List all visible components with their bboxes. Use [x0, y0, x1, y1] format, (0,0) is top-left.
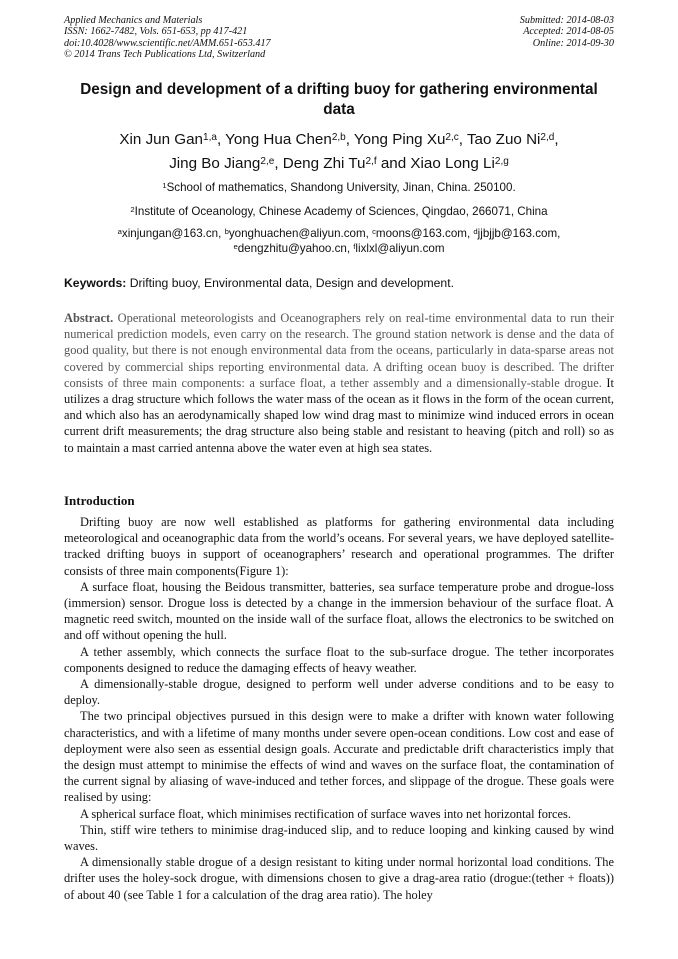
affiliation-2	[64, 205, 614, 218]
email-line-1: $^a$xinjungan@163.cn, $^b$yonghuachen@aliyun.com, $^c$moons@163.com, $^d$jjbjjb@163.com,	[117, 226, 561, 240]
keywords-label: Keywords:	[64, 276, 127, 290]
email-address: lixlxl@aliyun.com	[355, 242, 445, 255]
affiliation-sup: 1	[162, 180, 167, 190]
email-address: jjbjjb@163.com	[477, 227, 558, 240]
author-name: Tao Zuo Ni	[466, 131, 541, 148]
email-line-2: $^e$dengzhitu@yahoo.cn, $^f$lixlxl@aliyun.com	[233, 241, 445, 255]
author-sup: 2,g	[494, 155, 509, 167]
email-sup: a	[117, 226, 122, 236]
accepted-date: Accepted: 2014-08-05	[523, 26, 614, 38]
author-name: Yong Ping Xu	[353, 131, 446, 148]
section-heading-introduction: Introduction	[64, 493, 135, 508]
author-separator: ,	[274, 155, 283, 172]
author-name: Xin Jun Gan	[119, 131, 204, 148]
author-sup: 2,d	[540, 131, 555, 143]
journal-name: Applied Mechanics and Materials	[64, 15, 203, 26]
affiliation-text: Institute of Oceanology, Chinese Academy of Sciences, Qingdao, 266071, China	[134, 205, 548, 218]
email-sup: e	[233, 241, 238, 251]
keywords	[64, 276, 614, 290]
journal-copyright: © 2014 Trans Tech Publications Ltd, Switzerland	[64, 48, 266, 60]
affiliation-1	[64, 181, 614, 194]
email-sup: b	[224, 226, 229, 236]
paragraph: A dimensionally stable drogue of a design resistant to kiting under normal horizontal load conditions. The drifter uses the holey-sock drogue, with dimensions chosen to give a drag-area ratio (drogue:(tether + floats)) of about 40 (see Table 1 for a calculation of the drag area ratio). The holey	[64, 855, 614, 902]
online-date: Online: 2014-09-30	[532, 37, 614, 49]
introduction-body	[64, 514, 614, 903]
journal-doi: doi:10.4028/www.scientific.net/AMM.651-653.417	[64, 37, 271, 49]
email-address: dengzhitu@yahoo.cn	[237, 242, 347, 255]
author-separator: ,	[345, 131, 354, 148]
abstract-part-1: Operational meteorologists and Oceanographers rely on real-time environmental data to run their numerical prediction models, even carry on the research. The ground station network is dense and the data of good quality, but there is not enough environmental data from the oceans, particularly in data-sparse areas not covered by commercial ships reporting environmental data. A drifting ocean buoy is described. The drifter consists of three main components: a surface float, a tether assembly and a dimensionally-stable drogue.	[64, 311, 614, 390]
abstract	[64, 310, 614, 456]
author-list	[64, 128, 614, 176]
author-separator: ,	[458, 131, 467, 148]
journal-issn: ISSN: 1662-7482, Vols. 651-653, pp 417-421	[64, 26, 248, 38]
email-address: xinjungan@163.cn	[121, 227, 219, 240]
author-line-1	[64, 128, 614, 152]
author-sup: 2,e	[260, 155, 275, 167]
author-line-2	[64, 152, 614, 176]
author-sup: 2,b	[331, 131, 346, 143]
email-sup: d	[473, 226, 478, 236]
author-name: Yong Hua Chen	[225, 131, 332, 148]
author-name: Deng Zhi Tu	[282, 155, 366, 172]
email-sup: c	[372, 226, 376, 236]
email-address: moons@163.com	[375, 227, 467, 240]
paper-title: Design and development of a drifting buoy for gathering environmental data	[80, 81, 598, 118]
author-sup: 1,a	[203, 131, 217, 143]
author-name: Jing Bo Jiang	[169, 155, 261, 172]
author-separator: ,	[554, 131, 559, 148]
abstract-label: Abstract.	[64, 311, 114, 325]
keywords-text: Drifting buoy, Environmental data, Design and development.	[126, 276, 454, 290]
paragraph: A spherical surface float, which minimises rectification of surface waves into net horizontal forces.	[80, 806, 571, 821]
paragraph: Drifting buoy are now well established as platforms for gathering environmental data including meteorological and oceanographic data from the world’s oceans. For several years, we have deployed satellite-tracked drifting buoys in support of oceanographers’ research and operational programmes. The drifter consists of three main components(Figure 1):	[64, 515, 614, 578]
email-list	[64, 226, 614, 256]
author-sup: 2,c	[445, 131, 459, 143]
author-separator: ,	[216, 131, 226, 148]
journal-header	[64, 15, 271, 60]
author-name: Xiao Long Li	[410, 155, 495, 172]
paragraph: A dimensionally-stable drogue, designed to perform well under adverse conditions and to be easy to deploy.	[64, 677, 614, 708]
author-and: and	[376, 155, 411, 172]
dates-header	[520, 15, 614, 49]
paragraph: Thin, stiff wire tethers to minimise drag-induced slip, and to reduce looping and kinking caused by wind waves.	[64, 822, 614, 854]
affiliation-sup: 2	[130, 204, 135, 214]
email-address: yonghuachen@aliyun.com	[228, 227, 366, 240]
author-sup: 2,f	[365, 155, 377, 167]
affiliation-text: School of mathematics, Shandong University, Jinan, China. 250100.	[166, 181, 516, 194]
abstract-part-2: It utilizes a drag structure which follows the water mass of the ocean as it flows in the form of the ocean current, and which also has an aerodynamically shaped low wind drag mast to minimize wind induced errors in ocean current drift measurements; the drag structure also being stable and resistant to heaving (pitch and roll) so as to maintain a mast carried antenna above the water even at high sea states.	[64, 375, 614, 455]
submitted-date: Submitted: 2014-08-03	[519, 15, 614, 26]
paragraph: A tether assembly, which connects the surface float to the sub-surface drogue. The tether incorporates components designed to reduce the damaging effects of heavy weather.	[64, 644, 614, 675]
paragraph: The two principal objectives pursued in this design were to make a drifter with known water following characteristics, and with a lifetime of many months under severe open-ocean conditions. Low cost and ease of deployment were also seen as essential design goals. Accurate and predictable drift characteristics imply that the design must attempt to minimise the effects of wind and waves on the surface float, the contamination of the current signal by aliasing of wave-induced and tether forces, and slippage of the drogue. These goals were realised by using:	[64, 709, 614, 805]
email-sup: f	[353, 241, 356, 251]
paragraph: A surface float, housing the Beidous transmitter, batteries, sea surface temperature probe and drogue-loss (immersion) sensor. Drogue loss is detected by a change in the immersion behaviour of the surface float. A magnetic reed switch, mounted on the inside wall of the surface float, allows the electronics to be switched on and off without opening the hull.	[64, 579, 614, 643]
